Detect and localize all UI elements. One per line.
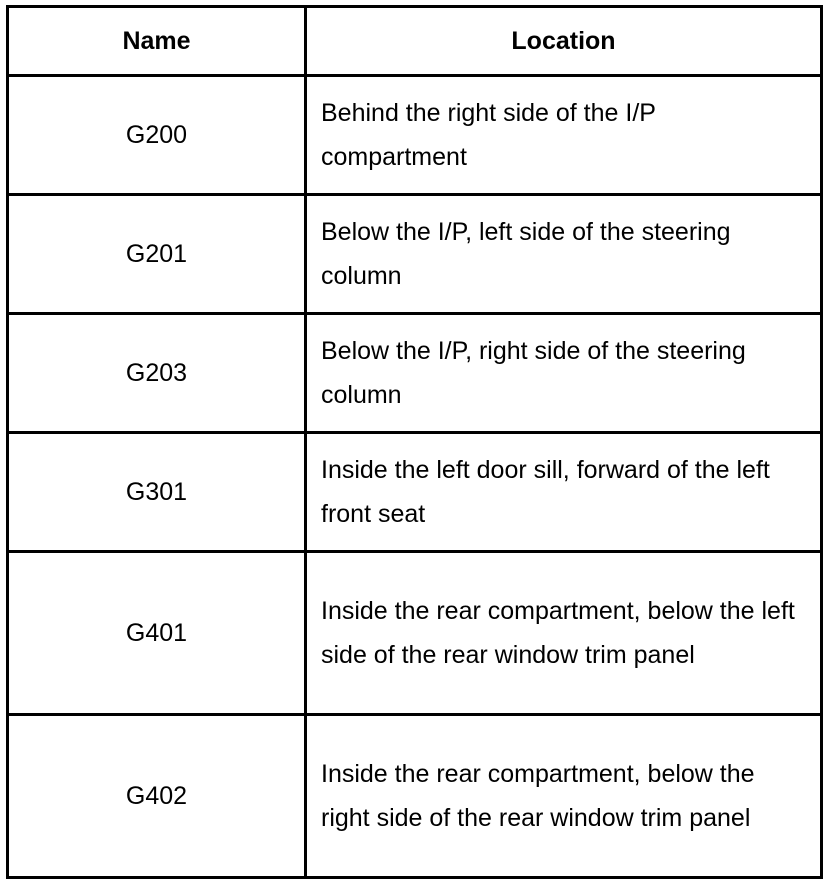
ground-location-cell: Inside the rear compartment, below the left side of the rear window trim panel <box>306 552 822 715</box>
ground-locations-table <box>6 5 823 879</box>
ground-location-cell: Inside the left door sill, forward of the left front seat <box>306 433 822 552</box>
table-header-row <box>8 7 822 76</box>
ground-location-cell: Below the I/P, left side of the steering column <box>306 195 822 314</box>
table-row <box>8 76 822 195</box>
ground-location-cell: Inside the rear compartment, below the right side of the rear window trim panel <box>306 715 822 878</box>
ground-name-cell: G402 <box>8 715 306 878</box>
table-row <box>8 552 822 715</box>
ground-name-cell: G201 <box>8 195 306 314</box>
ground-name-cell: G301 <box>8 433 306 552</box>
location-column-header: Location <box>306 7 822 76</box>
table-row <box>8 433 822 552</box>
name-column-header: Name <box>8 7 306 76</box>
table-row <box>8 314 822 433</box>
ground-location-cell: Behind the right side of the I/P compartment <box>306 76 822 195</box>
ground-name-cell: G401 <box>8 552 306 715</box>
ground-name-cell: G200 <box>8 76 306 195</box>
ground-location-cell: Below the I/P, right side of the steering column <box>306 314 822 433</box>
ground-name-cell: G203 <box>8 314 306 433</box>
table-row <box>8 715 822 878</box>
table-row <box>8 195 822 314</box>
